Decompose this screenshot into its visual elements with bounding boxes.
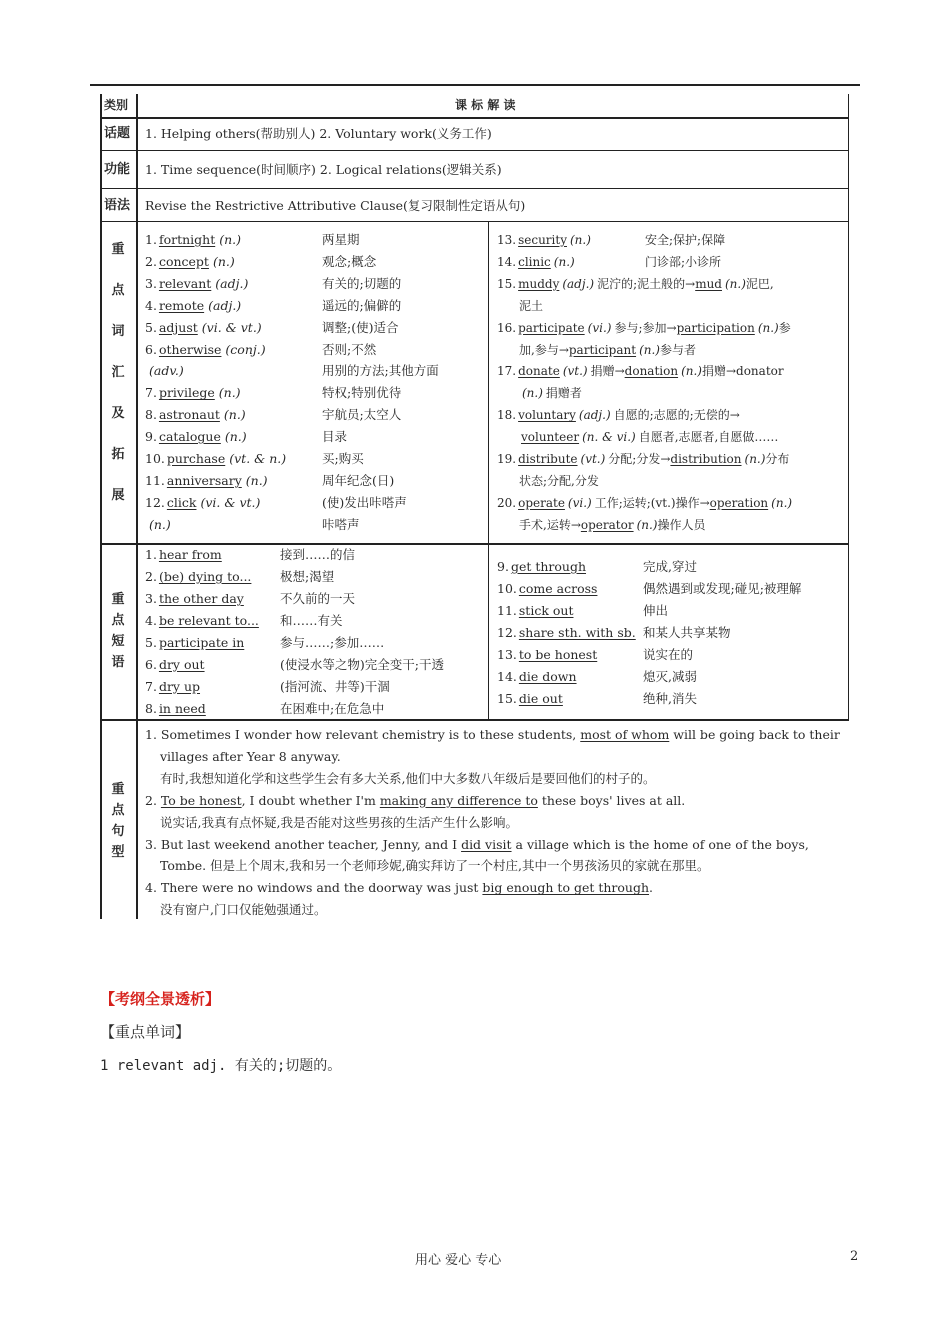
vocab-entry bbox=[519, 514, 705, 536]
entry-meaning bbox=[322, 360, 439, 382]
sentence-line bbox=[145, 834, 809, 856]
sentence-highlight: To be honest bbox=[160, 792, 242, 808]
grammar-label: 语法 bbox=[104, 198, 131, 213]
vocab-entry bbox=[145, 404, 246, 426]
sentence-highlight: making any difference to bbox=[379, 792, 538, 808]
phrase-text: (be) dying to... bbox=[158, 569, 252, 584]
sentence-text: 3. But last weekend another teacher, Jenny, and I bbox=[145, 836, 462, 852]
entry-number: 6. bbox=[145, 341, 157, 357]
phrase-text: get through bbox=[510, 559, 587, 574]
vocab-entry bbox=[145, 339, 266, 361]
entry-meaning bbox=[322, 470, 394, 492]
entry-pos: (vt.) bbox=[562, 364, 588, 379]
entry-derived-meaning: 参 bbox=[778, 320, 791, 335]
entry-number: 8. bbox=[145, 407, 157, 423]
entry-number: 12. bbox=[145, 494, 165, 510]
entry-word: astronaut bbox=[158, 407, 220, 423]
section-label-char: 点 bbox=[111, 613, 125, 628]
entry-meaning bbox=[322, 492, 407, 514]
entry-meaning bbox=[322, 229, 360, 251]
section-label-char: 型 bbox=[111, 845, 125, 860]
entry-word: donate bbox=[518, 364, 560, 379]
entry-meaning-text: 加,参与→ bbox=[519, 342, 569, 357]
phrase-number: 5. bbox=[145, 635, 157, 650]
vocab-entry bbox=[519, 470, 599, 492]
entry-word: click bbox=[166, 494, 197, 510]
phrase-meaning: 和某人共享某物 bbox=[643, 625, 731, 640]
entry-pos: (n.) bbox=[149, 516, 171, 532]
section-label-char: 点 bbox=[111, 803, 125, 818]
entry-meaning-text: 捐赠者 bbox=[545, 386, 582, 401]
entry-meaning-text: 否则;不然 bbox=[322, 341, 377, 357]
phrase-text: die down bbox=[518, 669, 577, 684]
topic-text: 1. Helping others(帮助别人) 2. Voluntary work(义务工作) bbox=[145, 126, 492, 141]
table-row-rule bbox=[100, 150, 849, 151]
entry-pos: (vi.) bbox=[567, 495, 592, 510]
entry-pos: (adj.) bbox=[562, 276, 595, 291]
phrase-text: share sth. with sb. bbox=[518, 625, 636, 640]
vocab-half-divider bbox=[488, 222, 489, 543]
entry-word: concept bbox=[158, 253, 209, 269]
sentence-line bbox=[160, 812, 518, 834]
sentence-line bbox=[160, 746, 341, 768]
entry-meaning-text: 目录 bbox=[322, 429, 348, 445]
vocab-entry bbox=[145, 317, 262, 339]
page-number: 2 bbox=[850, 1249, 859, 1264]
topic-label: 话题 bbox=[104, 126, 131, 141]
vocab-entry bbox=[497, 251, 578, 273]
function-label: 功能 bbox=[104, 162, 131, 177]
section-label-char: 及 bbox=[111, 406, 125, 421]
entry-meaning-text: 遥远的;偏僻的 bbox=[322, 297, 402, 313]
entry-derived-meaning: 泥巴, bbox=[745, 276, 774, 291]
sentences-section-label bbox=[107, 778, 129, 862]
section-label-char: 点 bbox=[111, 283, 125, 298]
entry-meaning bbox=[322, 317, 398, 339]
entry-pos: (vt. & n.) bbox=[229, 451, 287, 466]
phrase-entry bbox=[497, 688, 563, 710]
entry-word: catalogue bbox=[158, 429, 221, 445]
entry-derived-word: distribution bbox=[670, 452, 742, 466]
section-label-char: 重 bbox=[111, 782, 125, 797]
vocab-entry bbox=[497, 448, 789, 470]
vocab-entry bbox=[145, 382, 241, 404]
entry-derived-pos: (n.) bbox=[639, 342, 660, 357]
vocab-entry bbox=[497, 229, 594, 251]
vocab-entry bbox=[145, 470, 268, 492]
phrase-meaning: 说实在的 bbox=[643, 647, 694, 662]
phrase-number: 1. bbox=[145, 547, 157, 562]
phrase-entry bbox=[145, 544, 222, 566]
entry-number: 5. bbox=[145, 319, 157, 335]
phrase-text: in need bbox=[158, 701, 206, 716]
phrase-text: participate in bbox=[158, 635, 245, 650]
entry-pos: (n.) bbox=[245, 472, 268, 488]
entry-pos: (adj.) bbox=[578, 408, 611, 423]
entry-pos: (vt.) bbox=[580, 452, 606, 466]
entry-meaning-text: 工作;运转;(vt.)操作→ bbox=[594, 495, 710, 510]
phrase-number: 15. bbox=[497, 691, 517, 706]
entry-meaning-text: 周年纪念(日) bbox=[322, 472, 395, 488]
entry-meaning bbox=[322, 404, 401, 426]
header-category: 类别 bbox=[104, 98, 129, 112]
entry-meaning-text: 自愿者,志愿者,自愿做…… bbox=[638, 430, 779, 445]
sentence-text: 没有窗户,门口仅能勉强通过。 bbox=[160, 902, 327, 918]
phrase-entry bbox=[145, 632, 244, 654]
entry-word: purchase bbox=[166, 451, 226, 466]
entry-number: 14. bbox=[497, 254, 517, 269]
entry-word: privilege bbox=[158, 385, 215, 401]
entry-number: 2. bbox=[145, 253, 157, 269]
section-label-char: 句 bbox=[111, 824, 125, 839]
phrase-number: 3. bbox=[145, 591, 157, 606]
sentence-line bbox=[145, 877, 653, 899]
entry-pos: (adj.) bbox=[215, 275, 249, 291]
phrase-number: 14. bbox=[497, 669, 517, 684]
entry-pos: (n.) bbox=[219, 232, 241, 247]
phrase-meaning: 绝种,消失 bbox=[643, 691, 697, 706]
phrase-number: 11. bbox=[497, 603, 517, 618]
entry-meaning-text: 观念;概念 bbox=[322, 253, 377, 269]
entry-pos: (n.) bbox=[553, 254, 575, 269]
entry-word: muddy bbox=[518, 276, 560, 291]
phrase-text: hear from bbox=[158, 547, 222, 562]
entry-meaning-text: 泥泞的;泥土般的→ bbox=[597, 276, 696, 291]
entry-meaning bbox=[322, 295, 401, 317]
phrase-entry bbox=[497, 556, 586, 578]
phrase-entry bbox=[145, 566, 251, 588]
entry-word: clinic bbox=[518, 254, 551, 269]
entry-number: 13. bbox=[497, 233, 517, 247]
entry-meaning bbox=[322, 273, 401, 295]
sentence-text: a village which is the home of one of the boys, bbox=[511, 836, 809, 852]
phrase-meaning: (指河流、井等)干涸 bbox=[280, 679, 390, 694]
entry-number: 10. bbox=[145, 451, 165, 466]
vocab-entry bbox=[145, 514, 171, 536]
sentence-text: 1. Sometimes I wonder how relevant chemistry is to these students, bbox=[145, 727, 581, 742]
table-row-rule bbox=[100, 117, 849, 119]
phrase-meaning: 极想;渴望 bbox=[280, 569, 335, 584]
sentence-line bbox=[145, 790, 685, 812]
sentence-text: , I doubt whether I'm bbox=[241, 792, 380, 808]
entry-meaning-text: 自愿的;志愿的;无偿的→ bbox=[613, 408, 740, 423]
phrase-entry bbox=[145, 676, 200, 698]
section-label-char: 重 bbox=[111, 592, 125, 607]
entry-meaning-text: (使)发出咔嗒声 bbox=[322, 494, 407, 510]
entry-meaning bbox=[322, 339, 376, 361]
sentence-text: 说实话,我真有点怀疑,我是否能对这些男孩的生活产生什么影响。 bbox=[160, 814, 518, 830]
phrase-text: stick out bbox=[518, 603, 574, 618]
phrase-entry bbox=[145, 588, 244, 610]
entry-word: adjust bbox=[158, 319, 198, 335]
sentence-highlight: did visit bbox=[461, 836, 512, 852]
entry-number: 19. bbox=[497, 452, 517, 466]
entry-meaning-text: 买;购买 bbox=[322, 451, 364, 466]
section-label-char: 拓 bbox=[111, 447, 125, 462]
entry-derived-word: operation bbox=[709, 495, 769, 510]
section-label-char: 语 bbox=[111, 655, 125, 670]
vocab-entry bbox=[497, 492, 792, 514]
entry-number: 17. bbox=[497, 364, 517, 379]
entry-derived-pos: (n.) bbox=[636, 517, 658, 532]
phrase-meaning: 接到……的信 bbox=[280, 547, 356, 562]
phrase-meaning: 不久前的一天 bbox=[280, 591, 356, 606]
sentence-text: 有时,我想知道化学和这些学生会有多大关系,他们中大多数八年级后是要回他们的村子的。 bbox=[160, 770, 656, 786]
entry-meaning-text: 捐赠→ bbox=[590, 364, 625, 379]
phrase-meaning: 伸出 bbox=[643, 603, 669, 618]
phrase-number: 13. bbox=[497, 647, 517, 662]
entry-word: security bbox=[518, 233, 567, 247]
entry-pos: (adv.) bbox=[149, 363, 184, 379]
entry-word: distribute bbox=[518, 452, 578, 466]
table-col-divider bbox=[136, 94, 138, 919]
entry-meaning-text: 手术,运转→ bbox=[519, 517, 581, 532]
vocab-entry bbox=[145, 360, 184, 382]
vocab-entry bbox=[145, 492, 260, 514]
phrase-entry bbox=[145, 610, 259, 632]
entry-meaning: 安全;保护;保障 bbox=[645, 233, 726, 247]
phrase-entry bbox=[497, 644, 597, 666]
vocab-entry bbox=[519, 426, 778, 448]
entry-derived-pos: (n.) bbox=[681, 364, 702, 379]
phrase-text: the other day bbox=[158, 591, 244, 606]
phrases-section-label bbox=[107, 588, 129, 672]
sentence-text: villages after Year 8 anyway. bbox=[160, 748, 341, 764]
vocab-entry bbox=[145, 229, 241, 251]
entry-word: volunteer bbox=[521, 430, 580, 445]
entry-number: 9. bbox=[145, 429, 157, 445]
sentence-line bbox=[160, 899, 326, 921]
entry-derived-word: participation bbox=[676, 320, 755, 335]
entry-derived-meaning: 操作人员 bbox=[657, 517, 706, 532]
table-row-rule bbox=[100, 221, 849, 222]
vocab-entry bbox=[519, 382, 582, 404]
phrase-text: to be honest bbox=[518, 647, 598, 662]
table-row-rule bbox=[100, 719, 849, 721]
vocab-entry bbox=[145, 295, 241, 317]
sentence-text: . bbox=[649, 880, 654, 896]
phrase-entry bbox=[145, 698, 206, 720]
entry-meaning-text: 特权;特别优待 bbox=[322, 385, 402, 401]
vocab-entry bbox=[497, 273, 774, 295]
entry-pos: (n.) bbox=[223, 407, 246, 423]
sentence-line bbox=[160, 855, 710, 877]
entry-pos: (n.) bbox=[569, 233, 591, 247]
entry-number: 16. bbox=[497, 320, 517, 335]
entry-meaning-text: 宇航员;太空人 bbox=[322, 407, 402, 423]
entry-word: relevant bbox=[158, 275, 212, 291]
entry-meaning-text: 两星期 bbox=[322, 232, 360, 247]
sentence-text: Tombe. 但是上个周末,我和另一个老师珍妮,确实拜访了一个村庄,其中一个男孩汤贝的家就在那里。 bbox=[160, 858, 710, 874]
entry-derived-word: donation bbox=[624, 364, 679, 379]
sentence-text: these boys' lives at all. bbox=[537, 792, 686, 808]
entry-derived-meaning: 捐赠→donator bbox=[701, 364, 784, 379]
phrase-meaning: 熄灭,减弱 bbox=[643, 669, 697, 684]
phrase-meaning: 偶然遇到或发现;碰见;被理解 bbox=[643, 581, 802, 596]
entry-meaning-text: 调整;(使)适合 bbox=[322, 319, 399, 335]
section-label-char: 汇 bbox=[111, 365, 125, 380]
phrase-meaning: 完成,穿过 bbox=[643, 559, 697, 574]
phrase-number: 7. bbox=[145, 679, 157, 694]
entry-pos: (adj.) bbox=[208, 297, 242, 313]
entry-word: fortnight bbox=[158, 232, 216, 247]
entry-derived-pos: (n.) bbox=[744, 452, 766, 466]
entry-number: 1. bbox=[145, 232, 157, 247]
entry-word: participate bbox=[518, 320, 585, 335]
phrase-number: 8. bbox=[145, 701, 157, 716]
table-row-rule bbox=[100, 188, 849, 189]
entry-meaning: 门诊部;小诊所 bbox=[645, 254, 722, 269]
vocab-entry bbox=[145, 251, 235, 273]
entry-derived-pos: (n.) bbox=[757, 320, 779, 335]
section-label-char: 展 bbox=[111, 488, 125, 503]
entry-derived-word: participant bbox=[568, 342, 637, 357]
entry-meaning bbox=[322, 382, 401, 404]
top-rule bbox=[90, 84, 860, 86]
phrase-entry bbox=[497, 578, 597, 600]
entry-word: operate bbox=[518, 495, 565, 510]
phrase-meaning: 参与……;参加…… bbox=[280, 635, 385, 650]
entry-word: remote bbox=[158, 297, 205, 313]
entry-pos: (vi.) bbox=[587, 320, 612, 335]
sentence-text: 2. bbox=[145, 792, 161, 808]
entry-meaning-text: 咔嗒声 bbox=[322, 516, 360, 532]
sentence-line bbox=[145, 724, 840, 746]
vocab-entry bbox=[497, 360, 784, 382]
entry-meaning-text: 参与;参加→ bbox=[614, 320, 677, 335]
phrase-text: be relevant to... bbox=[158, 613, 259, 628]
entry-pos: (vi. & vt.) bbox=[200, 494, 261, 510]
section-label-char: 重 bbox=[111, 242, 125, 257]
sentence-highlight: big enough to get through bbox=[482, 880, 650, 896]
entry-pos: (n.) bbox=[218, 385, 241, 401]
entry-meaning-text: 有关的;切题的 bbox=[322, 275, 402, 291]
entry-meaning bbox=[322, 251, 376, 273]
entry-pos: (conj.) bbox=[225, 341, 266, 357]
phrase-text: come across bbox=[518, 581, 598, 596]
grammar-text: Revise the Restrictive Attributive Clause(复习限制性定语从句) bbox=[145, 198, 526, 213]
vocab-entry bbox=[497, 404, 740, 426]
entry-derived-word: operator bbox=[580, 517, 634, 532]
entry-meaning-text: 状态;分配,分发 bbox=[519, 473, 599, 488]
section-label-char: 词 bbox=[111, 324, 125, 339]
entry-derived-pos: (n.) bbox=[771, 495, 793, 510]
sentence-text: 4. There were no windows and the doorway was just bbox=[145, 880, 483, 896]
sentence-highlight: most of whom bbox=[580, 727, 670, 742]
entry-pos: (n.) bbox=[212, 253, 235, 269]
entry-word: otherwise bbox=[158, 341, 222, 357]
entry-pos: (vi. & vt.) bbox=[201, 319, 262, 335]
vocab-entry bbox=[145, 426, 247, 448]
entry-number: 4. bbox=[145, 297, 157, 313]
phrase-entry bbox=[497, 622, 636, 644]
vocab-entry bbox=[145, 273, 248, 295]
entry-derived-word: mud bbox=[695, 276, 722, 291]
phrase-entry bbox=[497, 600, 573, 622]
entry-number: 20. bbox=[497, 495, 517, 510]
entry-meaning-text: 用别的方法;其他方面 bbox=[322, 363, 439, 379]
entry-pos: (n.) bbox=[224, 429, 247, 445]
entry-derived-meaning: 分布 bbox=[765, 452, 790, 466]
vocab-section-label bbox=[107, 238, 129, 525]
entry-meaning bbox=[322, 448, 364, 470]
entry-number: 18. bbox=[497, 408, 517, 423]
sentence-line bbox=[160, 768, 655, 790]
entry-word: anniversary bbox=[166, 472, 242, 488]
footer-motto: 用心 爱心 专心 bbox=[415, 1253, 502, 1268]
phrase-half-divider bbox=[488, 545, 489, 719]
entry-meaning-text: 泥土 bbox=[519, 298, 544, 313]
phrase-number: 12. bbox=[497, 625, 517, 640]
table-left-edge bbox=[100, 94, 102, 919]
phrase-text: die out bbox=[518, 691, 563, 706]
phrase-number: 4. bbox=[145, 613, 157, 628]
entry-derived-pos: (n.) bbox=[724, 276, 746, 291]
entry-meaning-text: 分配;分发→ bbox=[608, 452, 671, 466]
entry-number: 7. bbox=[145, 385, 157, 401]
entry-derived-meaning: 参与者 bbox=[659, 342, 696, 357]
subsection-title: 【重点单词】 bbox=[100, 1023, 191, 1041]
vocab-entry bbox=[519, 339, 696, 361]
entry-pos: (n. & vi.) bbox=[582, 430, 636, 445]
entry-number: 11. bbox=[145, 472, 165, 488]
phrase-number: 10. bbox=[497, 581, 517, 596]
entry-meaning bbox=[322, 426, 347, 448]
phrase-entry bbox=[497, 666, 577, 688]
vocab-entry bbox=[497, 317, 791, 339]
sentence-text: will be going back to their bbox=[669, 727, 840, 742]
entry-number: 3. bbox=[145, 275, 157, 291]
entry-word: voluntary bbox=[518, 408, 576, 423]
vocab-entry bbox=[145, 448, 286, 470]
phrase-meaning: 在困难中;在危急中 bbox=[280, 701, 385, 716]
function-text: 1. Time sequence(时间顺序) 2. Logical relations(逻辑关系) bbox=[145, 162, 502, 177]
phrase-number: 9. bbox=[497, 559, 509, 574]
phrase-number: 6. bbox=[145, 657, 157, 672]
phrase-number: 2. bbox=[145, 569, 157, 584]
header-interpretation: 课 标 解 读 bbox=[455, 98, 516, 112]
phrase-entry bbox=[145, 654, 205, 676]
phrase-meaning: (使浸水等之物)完全变干;干透 bbox=[280, 657, 444, 672]
phrase-meaning: 和……有关 bbox=[280, 613, 343, 628]
vocab-entry bbox=[519, 295, 543, 317]
phrase-text: dry out bbox=[158, 657, 205, 672]
entry-meaning bbox=[322, 514, 360, 536]
section-label-char: 短 bbox=[111, 634, 125, 649]
phrase-text: dry up bbox=[158, 679, 201, 694]
section-title: 【考纲全景透析】 bbox=[100, 990, 221, 1008]
entry-number: 15. bbox=[497, 276, 517, 291]
first-word-entry: 1 relevant adj. 有关的;切题的。 bbox=[100, 1058, 342, 1074]
entry-pos: (n.) bbox=[522, 386, 543, 401]
